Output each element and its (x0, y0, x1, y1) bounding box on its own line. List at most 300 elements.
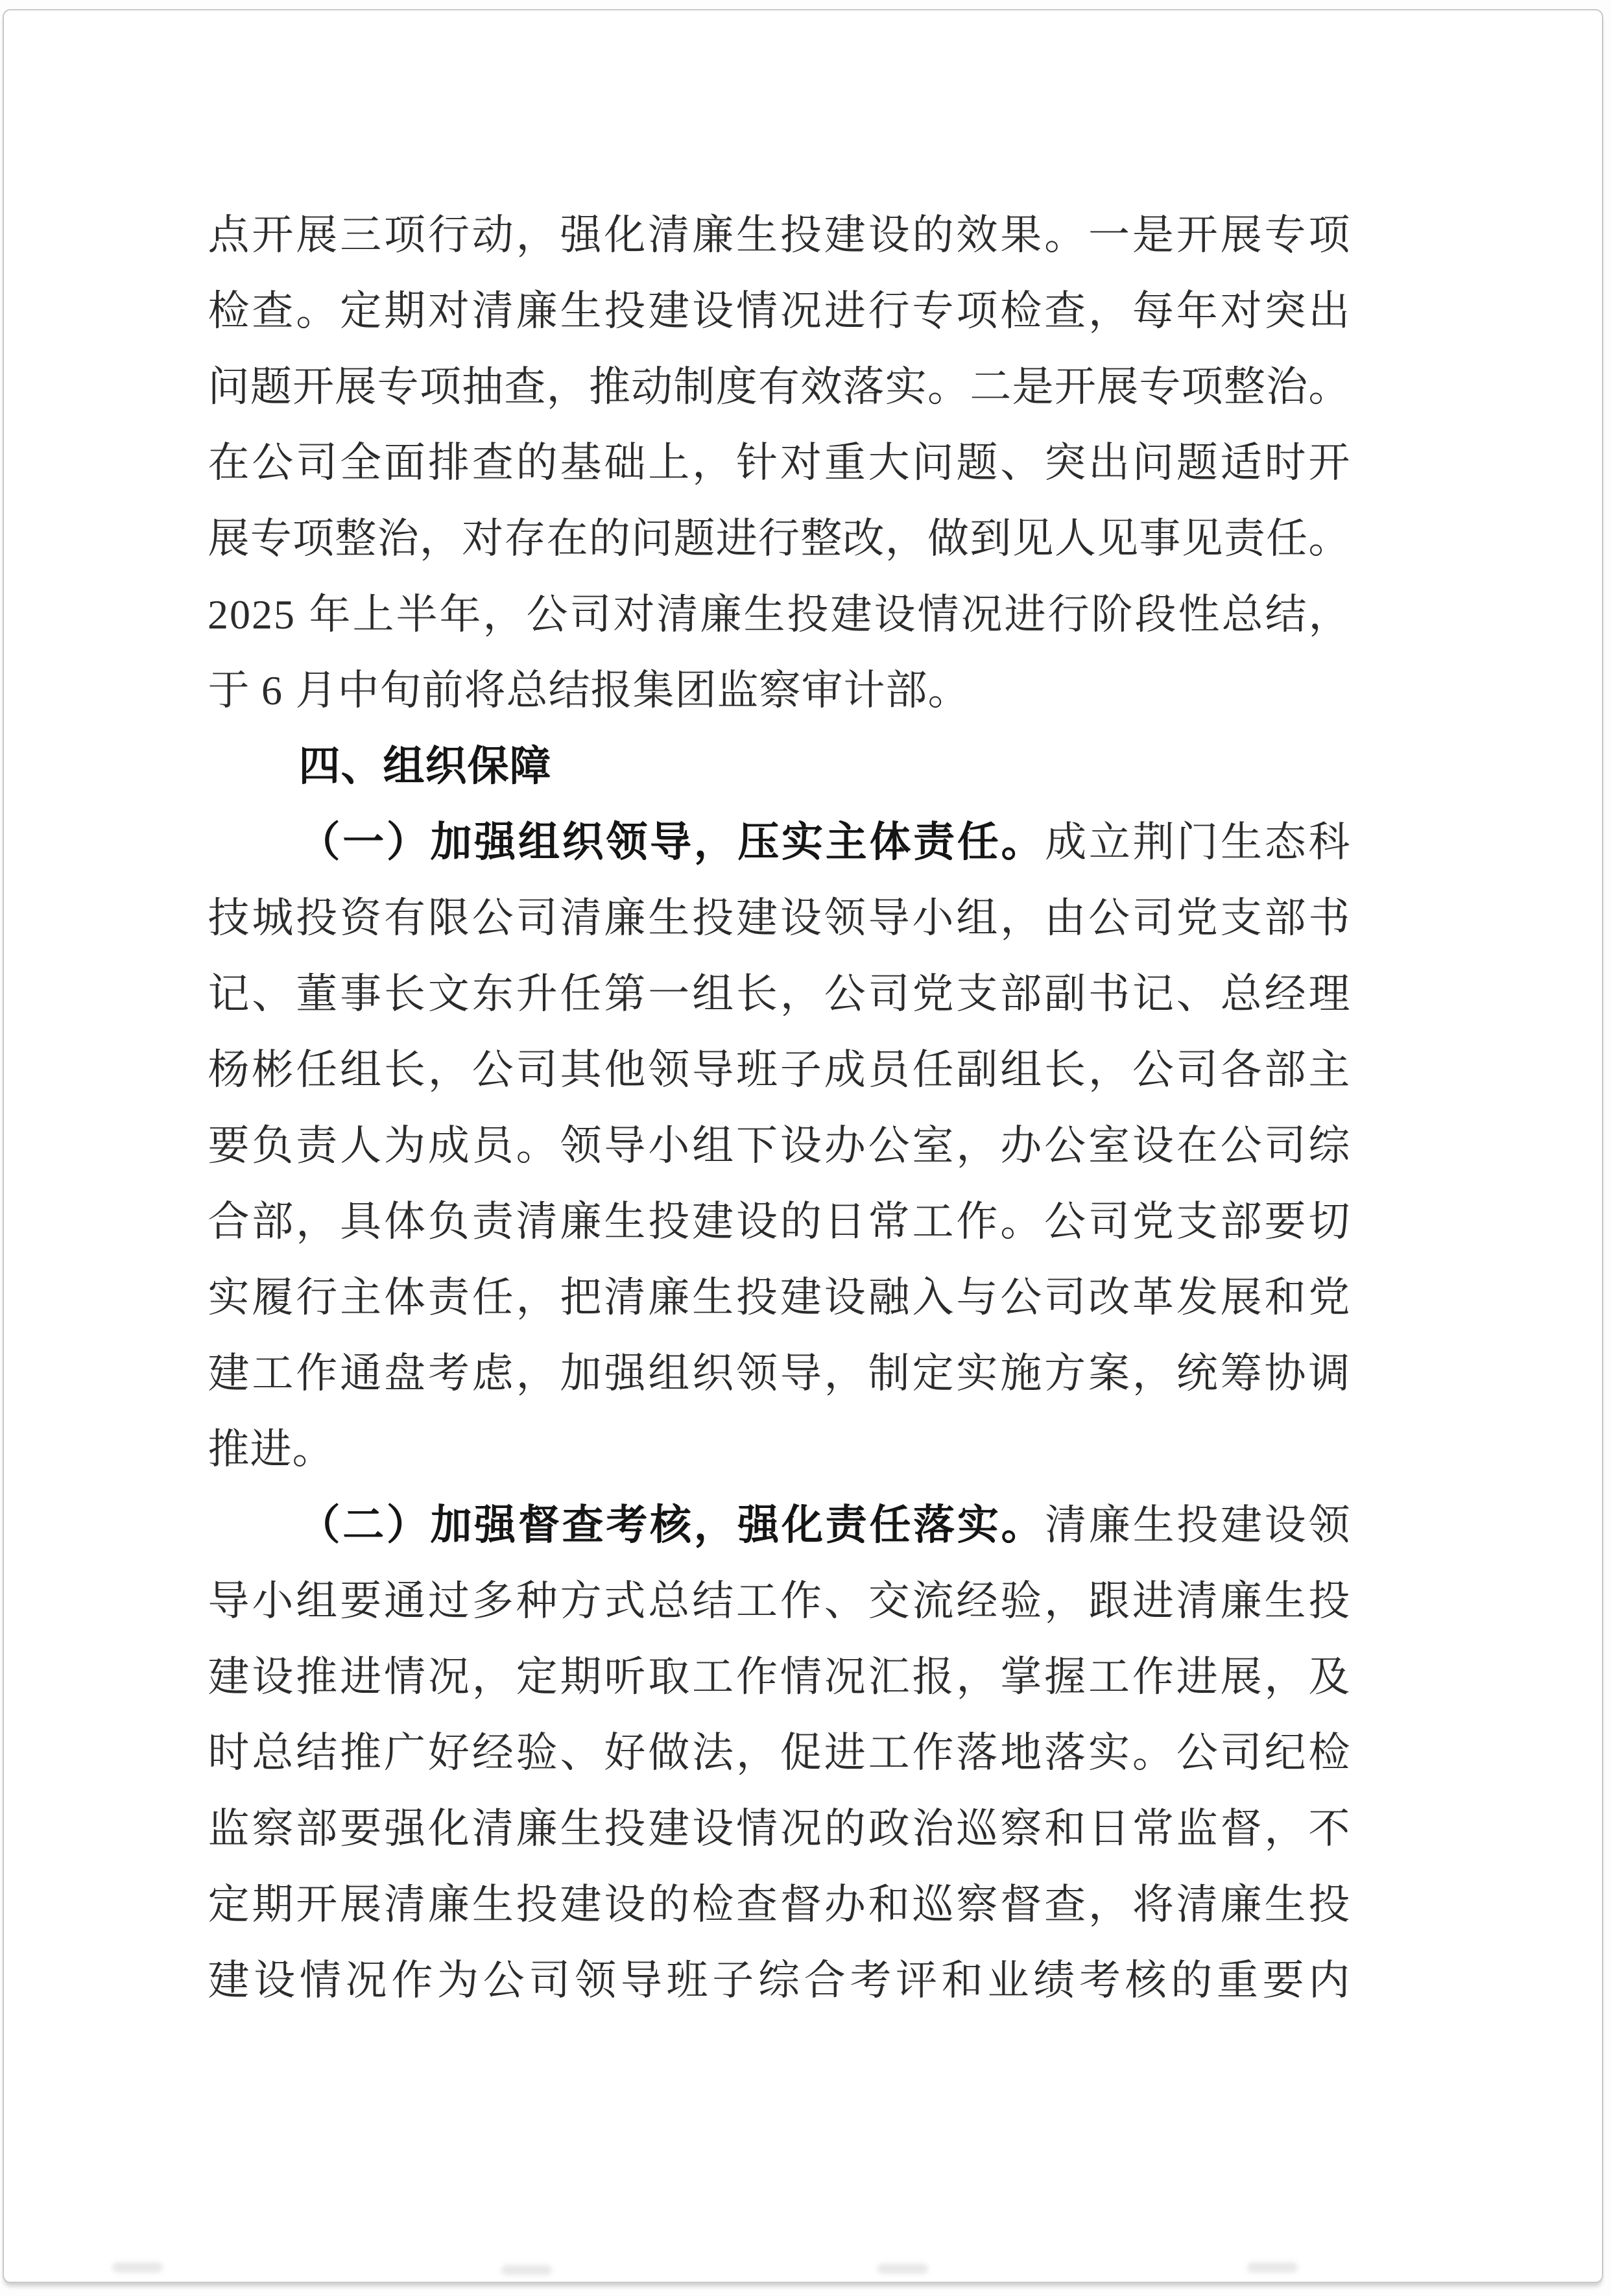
glyph: 室 (912, 1122, 954, 1169)
glyph: 导 (780, 1350, 822, 1396)
glyph: 开 (1308, 439, 1350, 486)
glyph: 法 (692, 1729, 734, 1776)
glyph: 责 (913, 819, 955, 865)
glyph: 子 (712, 1957, 754, 2003)
glyph: 实 (782, 819, 824, 865)
glyph: 司 (1088, 1198, 1130, 1245)
glyph: 展 (335, 363, 377, 410)
glyph: 领 (560, 1122, 602, 1169)
glyph: 革 (1132, 1274, 1174, 1321)
glyph: 部 (1000, 970, 1042, 1017)
glyph: 设 (874, 591, 916, 638)
glyph: 廉 (692, 211, 734, 258)
glyph: 生 (1264, 1577, 1306, 1624)
glyph: 清 (516, 1198, 558, 1245)
glyph: 2025 (208, 591, 307, 638)
glyph: 情 (736, 287, 778, 334)
glyph: 进 (250, 1426, 292, 1472)
glyph: 汇 (868, 1653, 910, 1700)
glyph: 题 (956, 439, 998, 486)
glyph: 计 (843, 667, 885, 713)
glyph: 不 (1308, 1805, 1350, 1852)
scan-artifact (112, 2262, 163, 2273)
glyph: 况 (345, 1957, 387, 2003)
glyph: 问 (208, 363, 250, 410)
glyph: 实 (885, 363, 927, 410)
glyph: 长 (736, 970, 778, 1017)
glyph: 到 (970, 515, 1012, 562)
glyph: 生 (471, 1881, 514, 1928)
glyph: 巡 (912, 1881, 954, 1928)
glyph: 司 (296, 439, 338, 486)
glyph: 小 (252, 1577, 294, 1624)
glyph: 部 (1220, 1198, 1262, 1245)
glyph: 抽 (462, 363, 504, 410)
glyph: 查 (504, 363, 546, 410)
glyph: 合 (804, 1957, 846, 2003)
glyph: 的 (648, 1881, 690, 1928)
glyph: 大 (868, 439, 910, 486)
glyph: 问 (1132, 439, 1174, 486)
glyph: 于 (208, 667, 250, 713)
glyph: 强 (474, 819, 516, 865)
glyph: 开 (252, 211, 294, 258)
glyph: ， (1132, 1350, 1174, 1396)
glyph: 公 (1220, 1122, 1262, 1169)
glyph: 督 (1000, 1881, 1042, 1928)
glyph: 展 (296, 211, 338, 258)
glyph: 况 (780, 1805, 822, 1852)
text-line (208, 1108, 1350, 1184)
glyph: 行 (868, 287, 910, 334)
glyph: 要 (1264, 1198, 1306, 1245)
glyph: 副 (956, 1046, 998, 1093)
glyph: 报 (590, 667, 632, 713)
glyph: 种 (516, 1577, 558, 1624)
glyph: 上 (648, 439, 690, 486)
glyph: 责 (296, 1122, 338, 1169)
text-line (208, 1715, 1350, 1791)
glyph: 领 (575, 1957, 617, 2003)
glyph: 党 (1132, 1198, 1174, 1245)
glyph: 实 (957, 1501, 999, 1548)
glyph: 投 (787, 591, 829, 638)
text-line (208, 956, 1350, 1032)
glyph: 导 (208, 1577, 250, 1624)
glyph: 是 (1012, 363, 1054, 410)
glyph: 通 (340, 1350, 382, 1396)
glyph: 生 (604, 1198, 646, 1245)
glyph: ， (736, 1729, 778, 1776)
text-line (208, 273, 1350, 349)
glyph: 设 (692, 1805, 734, 1852)
glyph: 有 (758, 363, 800, 410)
glyph: 书 (1088, 970, 1130, 1017)
glyph: 结 (548, 667, 590, 713)
glyph: ） (386, 819, 428, 865)
glyph: 经 (956, 1577, 998, 1624)
glyph: 领 (648, 1046, 690, 1093)
glyph: 建 (648, 1805, 690, 1852)
glyph: 压 (737, 819, 780, 865)
text-line (208, 652, 1350, 728)
glyph: ， (693, 819, 735, 865)
glyph: 生 (692, 1274, 734, 1321)
glyph: 查 (736, 1881, 778, 1928)
glyph: 投 (516, 1881, 558, 1928)
glyph: 。 (1308, 363, 1350, 410)
scan-artifact (1247, 2262, 1298, 2273)
glyph: 在 (1176, 1122, 1218, 1169)
glyph: 小 (648, 1122, 690, 1169)
glyph: 结 (1265, 591, 1307, 638)
glyph: 督 (1220, 1805, 1262, 1852)
glyph: 立 (1088, 819, 1130, 865)
glyph: 设 (254, 1957, 296, 2003)
glyph: 保 (467, 743, 509, 789)
glyph: 二 (970, 363, 1012, 410)
glyph: 导 (620, 1957, 662, 2003)
glyph: 结 (692, 1577, 734, 1624)
glyph: 公 (1044, 1122, 1086, 1169)
glyph: 障 (509, 743, 551, 789)
glyph: 综 (1308, 1122, 1350, 1169)
glyph: 和 (1044, 1805, 1086, 1852)
glyph: 廉 (560, 1198, 602, 1245)
scan-artifact (877, 2264, 928, 2274)
glyph: 专 (250, 515, 292, 562)
glyph: 要 (1262, 1957, 1304, 2003)
glyph: 组 (956, 894, 998, 941)
glyph: 工 (692, 1653, 734, 1700)
glyph: 问 (912, 439, 954, 486)
glyph: 将 (464, 667, 506, 713)
glyph: 清 (471, 1805, 514, 1852)
glyph: 为 (384, 1122, 425, 1169)
glyph: 组 (383, 743, 425, 789)
glyph: 建 (208, 1957, 250, 2003)
glyph: 的 (516, 439, 558, 486)
glyph: 重 (1216, 1957, 1258, 2003)
glyph: 突 (1044, 439, 1086, 486)
glyph: 设 (1264, 1501, 1306, 1548)
glyph: 杨 (208, 1046, 250, 1093)
glyph: 工 (868, 1729, 910, 1776)
glyph: 及 (1308, 1653, 1350, 1700)
text-line (208, 1867, 1350, 1943)
glyph: 城 (252, 894, 294, 941)
glyph: 。 (1001, 1501, 1043, 1548)
glyph: 资 (340, 894, 382, 941)
glyph: 一 (342, 819, 385, 865)
glyph: 出 (1088, 439, 1130, 486)
glyph: 动 (631, 363, 673, 410)
glyph: 办 (824, 1881, 866, 1928)
glyph: 况 (824, 1653, 866, 1700)
glyph: 对 (1220, 287, 1262, 334)
glyph: 交 (868, 1577, 910, 1624)
glyph: 限 (427, 894, 470, 941)
glyph: 发 (1176, 1274, 1218, 1321)
glyph: 、 (560, 1729, 602, 1776)
glyph: 班 (736, 1046, 778, 1093)
glyph: ， (471, 1653, 514, 1700)
glyph: 促 (780, 1729, 822, 1776)
glyph: ， (692, 439, 734, 486)
glyph: 情 (299, 1957, 341, 2003)
glyph: 作 (1132, 1653, 1174, 1700)
glyph: 虑 (471, 1350, 514, 1396)
glyph: 强 (604, 1350, 646, 1396)
glyph: 内 (1308, 1957, 1350, 2003)
glyph: 做 (648, 1729, 690, 1776)
glyph: ， (1308, 591, 1350, 638)
glyph: 推 (208, 1426, 250, 1472)
glyph: 设 (1132, 1122, 1174, 1169)
glyph: 任 (912, 1046, 954, 1093)
glyph: 、 (340, 743, 383, 789)
glyph: 进 (824, 1729, 866, 1776)
glyph: 。 (1044, 211, 1086, 258)
text-line (208, 501, 1350, 577)
glyph: 室 (1088, 1122, 1130, 1169)
glyph: 领 (606, 819, 648, 865)
glyph: 生 (560, 1805, 602, 1852)
glyph: 常 (1132, 1805, 1174, 1852)
glyph: 业 (987, 1957, 1029, 2003)
glyph: 行 (427, 211, 470, 258)
glyph: 文 (427, 970, 470, 1017)
glyph: 设 (868, 211, 910, 258)
glyph: ， (516, 1350, 558, 1396)
glyph: 重 (824, 439, 866, 486)
glyph: 廉 (700, 591, 742, 638)
glyph: 。 (292, 1426, 334, 1472)
glyph: 经 (1264, 970, 1306, 1017)
glyph: 下 (736, 1122, 778, 1169)
glyph: 进 (1132, 1577, 1174, 1624)
glyph: 办 (824, 1122, 866, 1169)
glyph: 在 (208, 439, 250, 486)
glyph: 作 (296, 1350, 338, 1396)
glyph: 设 (692, 287, 734, 334)
glyph: 彬 (252, 1046, 294, 1093)
glyph: 作 (956, 1198, 998, 1245)
glyph: 排 (427, 439, 470, 486)
glyph: ， (1000, 894, 1042, 941)
text-line (208, 425, 1350, 501)
glyph: 公 (1000, 1274, 1042, 1321)
glyph: 展 (208, 515, 250, 562)
glyph: 通 (384, 1577, 425, 1624)
glyph: 监 (717, 667, 759, 713)
glyph: 书 (1308, 894, 1350, 941)
glyph: 对 (462, 515, 504, 562)
glyph: 投 (1308, 1881, 1350, 1928)
glyph: 导 (692, 1046, 734, 1093)
glyph: 见 (1012, 515, 1054, 562)
glyph: 领 (736, 1350, 778, 1396)
glyph: 中 (337, 667, 379, 713)
glyph: 主 (825, 819, 867, 865)
glyph: 责 (1223, 515, 1265, 562)
glyph: 建 (692, 1198, 734, 1245)
glyph: 事 (1139, 515, 1181, 562)
glyph: 班 (666, 1957, 708, 2003)
glyph: ， (516, 211, 558, 258)
glyph: 时 (208, 1729, 250, 1776)
glyph: 入 (912, 1274, 954, 1321)
glyph: 门 (1176, 819, 1219, 865)
glyph: 司 (1220, 1729, 1262, 1776)
glyph: 效 (956, 211, 998, 258)
glyph: 组 (648, 1350, 690, 1396)
glyph: 主 (340, 1274, 382, 1321)
glyph: 强 (474, 1501, 516, 1548)
glyph: 加 (430, 1501, 472, 1548)
glyph: 定 (912, 1350, 954, 1396)
glyph: ， (427, 1046, 470, 1093)
glyph: 和 (868, 1881, 910, 1928)
glyph: 检 (208, 287, 250, 334)
glyph: 成 (1045, 819, 1087, 865)
glyph: 领 (1308, 1501, 1350, 1548)
glyph: 半 (396, 591, 438, 638)
glyph: 旬 (379, 667, 422, 713)
glyph: 公 (471, 894, 514, 941)
glyph: ， (885, 515, 927, 562)
glyph: 公 (526, 591, 568, 638)
document-page (3, 9, 1603, 2283)
glyph: （ (298, 1501, 340, 1548)
glyph: 清 (471, 287, 514, 334)
glyph: 针 (736, 439, 778, 486)
glyph: 导 (650, 819, 691, 865)
glyph: 展 (340, 1881, 382, 1928)
glyph: 多 (471, 1577, 514, 1624)
glyph: 投 (1308, 1577, 1350, 1624)
glyph: 开 (292, 363, 335, 410)
text-line (208, 1563, 1350, 1639)
glyph: 实 (1088, 1729, 1130, 1776)
glyph: 员 (868, 1046, 910, 1093)
glyph: 投 (780, 211, 822, 258)
glyph: 展 (1097, 363, 1139, 410)
glyph: 常 (868, 1198, 910, 1245)
glyph: 施 (1000, 1350, 1042, 1396)
glyph: 握 (1044, 1653, 1086, 1700)
glyph: 方 (560, 1577, 602, 1624)
glyph: 小 (912, 894, 954, 941)
glyph: 每 (1132, 287, 1174, 334)
glyph: 三 (340, 211, 382, 258)
glyph: 化 (782, 1501, 824, 1548)
glyph: 工 (1088, 1653, 1130, 1700)
glyph: 流 (912, 1577, 954, 1624)
glyph: 体 (869, 819, 911, 865)
glyph: 建 (830, 591, 872, 638)
glyph: 核 (1125, 1957, 1167, 2003)
glyph: 是 (1132, 211, 1174, 258)
text-line (208, 1411, 1350, 1487)
glyph: 支 (1176, 1198, 1218, 1245)
glyph: 落 (1044, 1729, 1086, 1776)
glyph: 办 (1000, 1122, 1042, 1169)
glyph: 公 (252, 439, 294, 486)
glyph: 强 (560, 211, 602, 258)
glyph: 司 (1264, 1122, 1306, 1169)
glyph: 题 (673, 515, 715, 562)
glyph: 组 (1000, 1046, 1042, 1093)
glyph: 总 (1221, 591, 1263, 638)
glyph: 广 (384, 1729, 425, 1776)
glyph: 生 (1220, 819, 1262, 865)
glyph: 团 (674, 667, 717, 713)
glyph: 展 (1220, 211, 1262, 258)
glyph: 廉 (1088, 1501, 1130, 1548)
glyph: 作 (780, 1577, 822, 1624)
glyph: 将 (1132, 1881, 1174, 1928)
glyph: ， (419, 515, 461, 562)
glyph: 调 (1308, 1350, 1350, 1396)
glyph: 为 (437, 1957, 479, 2003)
glyph: 进 (715, 515, 758, 562)
text-line (208, 1791, 1350, 1867)
glyph: 建 (208, 1653, 250, 1700)
glyph: 查 (1044, 1881, 1086, 1928)
glyph: 清 (648, 211, 690, 258)
glyph: 对 (427, 287, 470, 334)
glyph: 廉 (427, 1881, 470, 1928)
glyph: 开 (296, 1881, 338, 1928)
glyph: 时 (1264, 439, 1306, 486)
glyph: 一 (648, 970, 690, 1017)
glyph: 地 (1000, 1729, 1042, 1776)
text-line (208, 804, 1350, 880)
glyph: 责 (825, 1501, 867, 1548)
glyph: 部 (296, 1805, 338, 1852)
glyph: 总 (506, 667, 548, 713)
glyph: 强 (384, 1805, 425, 1852)
glyph: 。 (1001, 819, 1043, 865)
glyph: 体 (384, 1198, 425, 1245)
glyph: 度 (715, 363, 758, 410)
glyph: 党 (912, 970, 954, 1017)
text-line (208, 728, 1350, 804)
glyph: 阶 (1091, 591, 1133, 638)
glyph: 筹 (1220, 1350, 1262, 1396)
glyph: 项 (384, 211, 425, 258)
glyph: ， (546, 363, 588, 410)
glyph: 公 (868, 1122, 910, 1169)
glyph: 公 (1088, 894, 1130, 941)
glyph: 监 (208, 1805, 250, 1852)
glyph: 年 (439, 591, 481, 638)
glyph: 年 (1176, 287, 1218, 334)
glyph: 升 (516, 970, 558, 1017)
glyph: 审 (801, 667, 843, 713)
glyph: 融 (868, 1274, 910, 1321)
glyph: 效 (800, 363, 842, 410)
glyph: 治 (377, 515, 419, 562)
glyph: 见 (1097, 515, 1139, 562)
glyph: 支 (956, 970, 998, 1017)
text-line (208, 1335, 1350, 1411)
text-line (208, 880, 1350, 956)
glyph: 荆 (1132, 819, 1175, 865)
glyph: 察 (252, 1805, 294, 1852)
glyph: 落 (842, 363, 885, 410)
